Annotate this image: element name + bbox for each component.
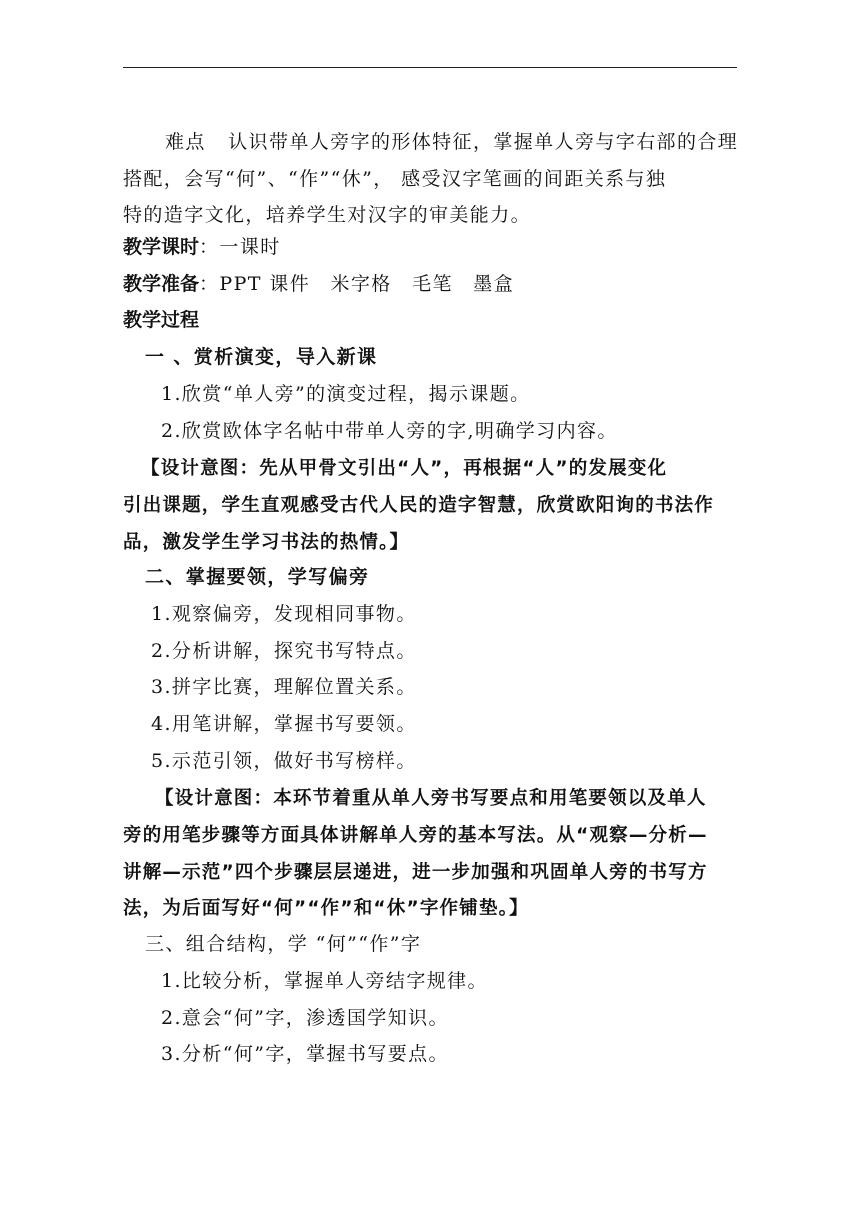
lesson-time-value: ：一课时 [199, 236, 281, 259]
section1-intent-line-3: 品，激发学生学习书法的热情。】 [123, 531, 410, 553]
lesson-time-label: 教学课时 [123, 236, 200, 259]
section2-title: 二、掌握要领，学写偏旁 [145, 566, 370, 589]
preparation [123, 271, 737, 308]
section1-design-intent [123, 454, 737, 564]
difficulty-line-1: 认识带单人旁字的形体特征，掌握单人旁与字右部的合理 [228, 131, 739, 153]
section2-item-3: 3.拼字比赛，理解位置关系。 [151, 676, 417, 699]
difficulty-line-3: 特的造字文化，培养学生对汉字的审美能力。 [123, 204, 532, 227]
difficulty-line-2: 搭配，会写“何”、“作”“休”， 感受汉字笔画的间距关系与独 [123, 167, 667, 190]
section2-item-1: 1.观察偏旁，发现相同事物。 [151, 602, 417, 625]
process-title: 教学过程 [123, 309, 200, 332]
section1-intent-line-2: 引出课题，学生直观感受古代人民的造字智慧，欣赏欧阳询的书法作 [123, 494, 715, 516]
document-body [123, 124, 737, 1078]
preparation-label: 教学准备 [123, 272, 200, 295]
section2-design-intent [123, 784, 737, 931]
section2-intent-line-1: 【设计意图：本环节着重从单人旁书写要点和用笔要领以及单人 [155, 788, 707, 810]
section1-title: 一 、赏析演变，导入新课 [145, 346, 378, 369]
difficulty-paragraph [123, 124, 737, 234]
section1-intent-line-1: 【设计意图：先从甲骨文引出“人”，再根据“人”的发展变化 [141, 458, 668, 480]
section3-item-1: 1.比较分析，掌握单人旁结字规律。 [161, 969, 488, 992]
section2-intent-line-2: 旁的用笔步骤等方面具体讲解单人旁的基本写法。从“观察—分析— [123, 825, 708, 847]
preparation-value: ：PPT 课件 米字格 毛笔 墨盒 [199, 272, 515, 295]
section3-title: 三、组合结构，学 “何”“作”字 [145, 933, 422, 956]
section3-item-2: 2.意会“何”字，渗透国学知识。 [161, 1006, 449, 1029]
section2-intent-line-4: 法，为后面写好“何”“作”和“休”字作铺垫。】 [123, 898, 529, 920]
section2-item-5: 5.示范引领，做好书写榜样。 [151, 749, 417, 772]
section2-intent-line-3: 讲解—示范”四个步骤层层递进，进一步加强和巩固单人旁的书写方 [123, 861, 708, 883]
section2-item-4: 4.用笔讲解，掌握书写要领。 [151, 713, 417, 735]
section3-item-3: 3.分析“何”字，掌握书写要点。 [161, 1043, 449, 1066]
lesson-time [123, 234, 737, 271]
section1-item-1: 1.欣赏“单人旁”的演变过程，揭示课题。 [161, 382, 531, 405]
header-rule [123, 67, 737, 68]
section1-item-2: 2.欣赏欧体字名帖中带单人旁的字,明确学习内容。 [161, 419, 618, 442]
difficulty-label: 难点 [165, 131, 206, 153]
section2-item-2: 2.分析讲解，探究书写特点。 [151, 639, 417, 662]
